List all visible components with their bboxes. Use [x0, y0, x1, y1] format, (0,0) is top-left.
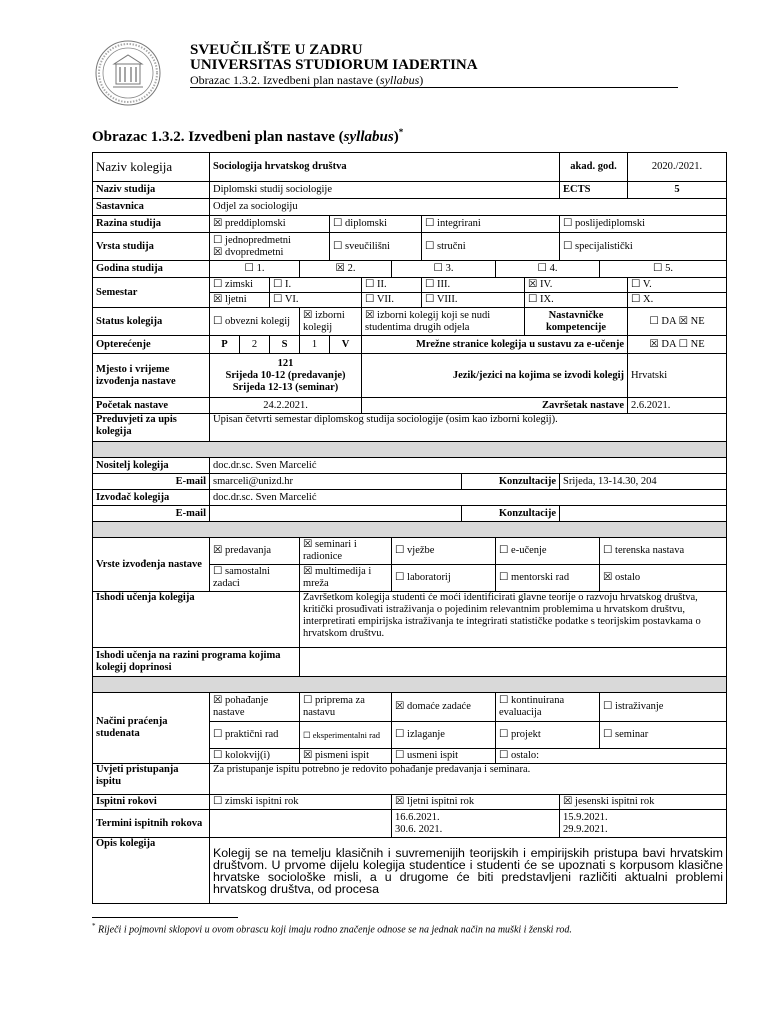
- description-label: Opis kolegija: [93, 838, 210, 904]
- holder-email-label: E-mail: [93, 474, 210, 490]
- semester-option[interactable]: ☐ IX.: [525, 293, 628, 308]
- monitoring-label: Načini praćenja studenata: [93, 693, 210, 764]
- monitoring-option[interactable]: ☐ izlaganje: [392, 722, 496, 749]
- end-date: 2.6.2021.: [628, 398, 727, 414]
- year-option[interactable]: ☐ 5.: [600, 261, 727, 278]
- university-name-hr: SVEUČILIŠTE U ZADRU: [190, 42, 363, 58]
- holder-email[interactable]: smarceli@unizd.hr: [210, 474, 462, 490]
- semester-summer[interactable]: ☒ ljetni: [210, 293, 270, 308]
- study-type-option[interactable]: ☐ sveučilišni: [330, 233, 422, 261]
- teaching-label: Vrste izvođenja nastave: [93, 538, 210, 592]
- language-label: Jezik/jezici na kojima se izvodi kolegij: [362, 354, 628, 398]
- lecturer-row: [93, 490, 727, 506]
- lecturer-email[interactable]: [210, 506, 462, 522]
- study-type-option[interactable]: ☐ specijalistički: [560, 233, 727, 261]
- lecturer-label: Izvođač kolegija: [93, 490, 210, 506]
- semester-winter[interactable]: ☐ zimski: [210, 278, 270, 293]
- letterhead: [190, 43, 478, 87]
- teaching-option[interactable]: ☐ laboratorij: [392, 565, 496, 592]
- prereq-row: [93, 414, 727, 442]
- level-option[interactable]: ☒ preddiplomski: [210, 216, 330, 233]
- web-label: Mrežne stranice kolegija u sustavu za e-učenje: [362, 336, 628, 354]
- level-row: [93, 216, 727, 233]
- unit-row: [93, 199, 727, 216]
- header-rule: [190, 87, 678, 88]
- load-v-label: V: [330, 336, 362, 354]
- load-s-value: 1: [300, 336, 330, 354]
- program-outcomes-value: [300, 648, 727, 677]
- status-elective[interactable]: ☒ izborni kolegij: [300, 308, 362, 336]
- holder-consult-label: Konzultacije: [462, 474, 560, 490]
- monitoring-option[interactable]: ☐ seminar: [600, 722, 727, 749]
- holder-consult: Srijeda, 13-14.30, 204: [560, 474, 727, 490]
- course-name-row: [93, 153, 727, 182]
- form-reference: Obrazac 1.3.2. Izvedbeni plan nastave (syllabus): [190, 73, 424, 87]
- teaching-option[interactable]: ☐ e-učenje: [496, 538, 600, 565]
- study-label: Naziv studija: [93, 182, 210, 199]
- year-option[interactable]: ☐ 4.: [496, 261, 600, 278]
- monitoring-option[interactable]: ☐ kolokvij(i): [210, 749, 300, 764]
- competencies-label: Nastavničke kompetencije: [525, 308, 628, 336]
- exam-dates-summer: 16.6.2021. 30.6. 2021.: [392, 810, 560, 838]
- monitoring-option[interactable]: ☐ priprema za nastavu: [300, 693, 392, 722]
- place-label: Mjesto i vrijeme izvođenja nastave: [93, 354, 210, 398]
- exam-conditions-label: Uvjeti pristupanja ispitu: [93, 764, 210, 795]
- study-type-option[interactable]: ☐ jednopredmetni ☒ dvopredmetni: [210, 233, 330, 261]
- monitoring-option[interactable]: ☒ pohađanje nastave: [210, 693, 300, 722]
- university-name-la: UNIVERSITAS STUDIORUM IADERTINA: [190, 57, 478, 73]
- level-label: Razina studija: [93, 216, 210, 233]
- semester-label: Semestar: [93, 278, 210, 308]
- monitoring-option[interactable]: ☐ praktični rad: [210, 722, 300, 749]
- semester-option[interactable]: ☐ V.: [628, 278, 727, 293]
- teaching-option[interactable]: ☒ predavanja: [210, 538, 300, 565]
- teaching-option[interactable]: ☐ vježbe: [392, 538, 496, 565]
- language-value: Hrvatski: [628, 354, 727, 398]
- monitoring-option[interactable]: ☐ istraživanje: [600, 693, 727, 722]
- monitoring-option[interactable]: ☐ eksperimentalni rad: [300, 722, 392, 749]
- teaching-option[interactable]: ☒ ostalo: [600, 565, 727, 592]
- load-row: [93, 336, 727, 354]
- study-row: [93, 182, 727, 199]
- outcomes-value: Završetkom kolegija studenti će moći identificirati glavne teorije o razvoju hrvatskog društva, kritički prosuđivati istraživanja o pojedinim relevantnim problemima u hrvatskom društvu, interpretirati empirijska istraživanja te integrirati statističke podatke s teorijskim postavkama o hrvatskom društvu.: [300, 592, 727, 648]
- exam-term-option[interactable]: ☐ zimski ispitni rok: [210, 795, 392, 810]
- footnote-rule: [92, 917, 238, 918]
- prereq-value: Upisan četvrti semestar diplomskog studija sociologije (osim kao izborni kolegij).: [210, 414, 727, 442]
- description-value: Kolegij se na temelju klasičnih i suvremenijih teorijskih i empirijskih pristupa bavi hrvatskim društvom. U prvome dijelu kolegija studentice i studenti će se upoznati s korpusom klasične hrvatske sociološke misli, a u drugome će biti predstavljeni različiti aktualni problemi hrvatskog društva, od procesa: [210, 838, 727, 904]
- semester-option[interactable]: ☐ VIII.: [422, 293, 525, 308]
- status-row: [93, 308, 727, 336]
- semester-option[interactable]: ☐ VI.: [270, 293, 362, 308]
- start-date: 24.2.2021.: [210, 398, 362, 414]
- end-label: Završetak nastave: [362, 398, 628, 414]
- acad-year: 2020./2021.: [628, 153, 727, 182]
- ects-value: 5: [628, 182, 727, 199]
- exam-term-option[interactable]: ☒ ljetni ispitni rok: [392, 795, 560, 810]
- load-s-label: S: [270, 336, 300, 354]
- holder-email-row: [93, 474, 727, 490]
- unit-name: Odjel za sociologiju: [210, 199, 727, 216]
- unit-label: Sastavnica: [93, 199, 210, 216]
- exam-dates-label: Termini ispitnih rokova: [93, 810, 210, 838]
- program-outcomes-row: [93, 648, 727, 677]
- semester-option[interactable]: ☐ VII.: [362, 293, 422, 308]
- semester-option[interactable]: ☐ II.: [362, 278, 422, 293]
- teaching-option[interactable]: ☐ terenska nastava: [600, 538, 727, 565]
- holder-row: [93, 458, 727, 474]
- course-name-label: Naziv kolegija: [93, 153, 210, 182]
- lecturer-email-row: [93, 506, 727, 522]
- description-row: [93, 838, 727, 904]
- holder-label: Nositelj kolegija: [93, 458, 210, 474]
- place-time: 121 Srijeda 10-12 (predavanje) Srijeda 12-13 (seminar): [210, 354, 362, 398]
- teaching-option[interactable]: ☒ seminari i radionice: [300, 538, 392, 565]
- load-p-label: P: [210, 336, 240, 354]
- divider-row: [93, 677, 727, 693]
- load-p-value: 2: [240, 336, 270, 354]
- study-type-label: Vrsta studija: [93, 233, 210, 261]
- semester-option[interactable]: ☐ I.: [270, 278, 362, 293]
- status-label: Status kolegija: [93, 308, 210, 336]
- load-label: Opterećenje: [93, 336, 210, 354]
- teaching-option[interactable]: ☐ mentorski rad: [496, 565, 600, 592]
- teaching-row-1: [93, 538, 727, 565]
- year-option[interactable]: ☐ 3.: [392, 261, 496, 278]
- web-value[interactable]: ☒ DA ☐ NE: [628, 336, 727, 354]
- outcomes-row: [93, 592, 727, 648]
- competencies-value[interactable]: ☐ DA ☒ NE: [628, 308, 727, 336]
- exam-dates-row: [93, 810, 727, 838]
- monitoring-option[interactable]: ☐ ostalo:: [496, 749, 727, 764]
- syllabus-form: [92, 152, 727, 904]
- level-option[interactable]: ☐ poslijediplomski: [560, 216, 727, 233]
- start-label: Početak nastave: [93, 398, 210, 414]
- exam-conditions-row: [93, 764, 727, 795]
- program-outcomes-label: Ishodi učenja na razini programa kojima kolegij doprinosi: [93, 648, 300, 677]
- holder-name: doc.dr.sc. Sven Marcelić: [210, 458, 727, 474]
- year-row: [93, 261, 727, 278]
- ects-label: ECTS: [560, 182, 628, 199]
- status-mandatory[interactable]: ☐ obvezni kolegij: [210, 308, 300, 336]
- page-title: Obrazac 1.3.2. Izvedbeni plan nastave (syllabus)*: [92, 127, 404, 145]
- divider-row: [93, 522, 727, 538]
- level-option[interactable]: ☐ diplomski: [330, 216, 422, 233]
- lecturer-email-label: E-mail: [93, 506, 210, 522]
- teaching-option[interactable]: ☒ multimedija i mreža: [300, 565, 392, 592]
- teaching-option[interactable]: ☐ samostalni zadaci: [210, 565, 300, 592]
- exam-terms-label: Ispitni rokovi: [93, 795, 210, 810]
- monitoring-option[interactable]: ☐ projekt: [496, 722, 600, 749]
- exam-term-option[interactable]: ☒ jesenski ispitni rok: [560, 795, 727, 810]
- level-option[interactable]: ☐ integrirani: [422, 216, 560, 233]
- semester-option[interactable]: ☐ X.: [628, 293, 727, 308]
- lecturer-name: doc.dr.sc. Sven Marcelić: [210, 490, 727, 506]
- acad-year-label: akad. god.: [560, 153, 628, 182]
- monitoring-option[interactable]: ☐ usmeni ispit: [392, 749, 496, 764]
- monitoring-option[interactable]: ☐ kontinuirana evaluacija: [496, 693, 600, 722]
- status-elective-other[interactable]: ☒ izborni kolegij koji se nudi studentima drugih odjela: [362, 308, 525, 336]
- course-name: Sociologija hrvatskog društva: [210, 153, 560, 182]
- monitoring-option[interactable]: ☒ domaće zadaće: [392, 693, 496, 722]
- exam-conditions-value: Za pristupanje ispitu potrebno je redovito pohađanje predavanja i seminara.: [210, 764, 727, 795]
- exam-dates-winter: [210, 810, 392, 838]
- outcomes-label: Ishodi učenja kolegija: [93, 592, 300, 648]
- lecturer-consult: [560, 506, 727, 522]
- exam-dates-autumn: 15.9.2021. 29.9.2021.: [560, 810, 727, 838]
- semester-row-1: [93, 278, 727, 293]
- footnote: * Riječi i pojmovni sklopovi u ovom obrascu koji imaju rodno značenje odnose se na jednak način na muški i ženski rod.: [92, 922, 572, 936]
- semester-option[interactable]: ☒ IV.: [525, 278, 628, 293]
- university-seal-logo: [95, 40, 161, 106]
- semester-option[interactable]: ☐ III.: [422, 278, 525, 293]
- year-option[interactable]: ☐ 1.: [210, 261, 300, 278]
- year-option[interactable]: ☒ 2.: [300, 261, 392, 278]
- year-label: Godina studija: [93, 261, 210, 278]
- monitoring-row-1: [93, 693, 727, 722]
- divider-row: [93, 442, 727, 458]
- dates-row: [93, 398, 727, 414]
- lecturer-consult-label: Konzultacije: [462, 506, 560, 522]
- study-name: Diplomski studij sociologije: [210, 182, 560, 199]
- study-type-row: [93, 233, 727, 261]
- study-type-option[interactable]: ☐ stručni: [422, 233, 560, 261]
- exam-terms-row: [93, 795, 727, 810]
- prereq-label: Preduvjeti za upis kolegija: [93, 414, 210, 442]
- place-row: [93, 354, 727, 398]
- monitoring-option[interactable]: ☒ pismeni ispit: [300, 749, 392, 764]
